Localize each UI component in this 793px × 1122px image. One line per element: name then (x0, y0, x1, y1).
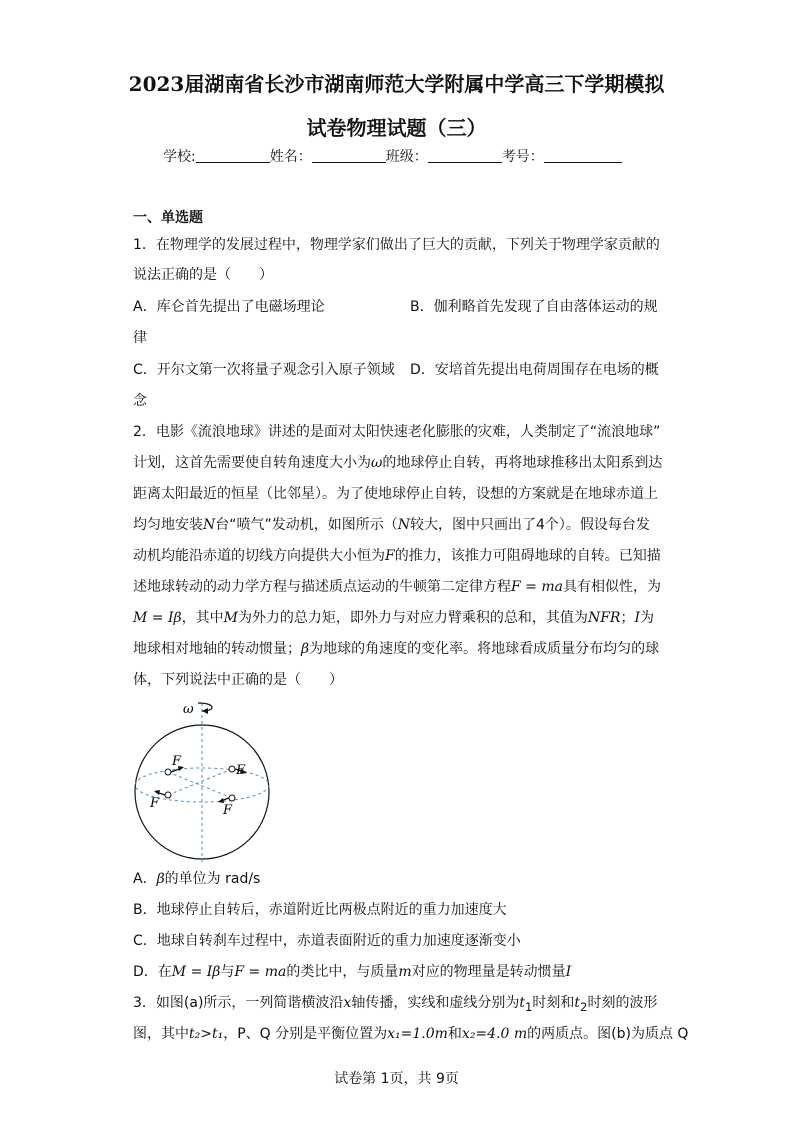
student-info-row (163, 146, 622, 166)
q1-option-a: A．库仑首先提出了电磁场理论 (133, 299, 325, 315)
diagonal-1 (168, 772, 232, 798)
diagonal-2 (168, 769, 232, 795)
exam-title-line2: 试卷物理试题（三） (306, 116, 487, 140)
q2-stem-line4: 均匀地安装N台“喷气”发动机，如图所示（N较大，图中只画出了4个）。假设每台发 (133, 517, 650, 533)
number-label: 考号： (501, 149, 544, 165)
class-blank[interactable] (428, 148, 502, 163)
q2-option-c: C．地球自转刹车过程中，赤道表面附近的重力加速度逐渐变小 (133, 933, 521, 949)
q1-stem-line2: 说法正确的是（ ） (133, 267, 273, 283)
force-label-2: F (236, 763, 246, 778)
omega-label: ω (183, 702, 194, 717)
q1-option-b-cont: 律 (133, 330, 147, 346)
q2-stem-line9: 体，下列说法中正确的是（ ） (133, 672, 343, 688)
engine-dot-4 (229, 795, 235, 801)
q2-stem-line5: 动机均能沿赤道的切线方向提供大小恒为F的推力，该推力可阻碍地球的自转。已知描 (133, 548, 661, 564)
force-label-4: F (223, 803, 233, 818)
engine-dot-1 (165, 769, 171, 775)
force-label-3: F (150, 796, 160, 811)
q2-stem-line8: 地球相对地轴的转动惯量；β为地球的角速度的变化率。将地球看成质量分布均匀的球 (133, 641, 660, 657)
page-footer: 试卷第 1页，共 9页 (334, 1071, 459, 1087)
q2-stem-line1: 2．电影《流浪地球》讲述的是面对太阳快速老化膨胀的灾难，人类制定了“流浪地球” (133, 424, 661, 440)
exam-title-line1: 2023届湖南省长沙市湖南师范大学附属中学高三下学期模拟 (128, 72, 665, 96)
number-blank[interactable] (544, 148, 622, 163)
force-label-1: F (172, 754, 182, 769)
class-label: 班级： (385, 149, 428, 165)
q2-stem-line6: 述地球转动的动力学方程与描述质点运动的牛顿第二定律方程F = ma具有相似性，为 (133, 579, 661, 595)
name-blank[interactable] (312, 148, 386, 163)
name-label: 姓名： (269, 149, 312, 165)
earth-figure (128, 695, 278, 865)
q2-option-a: A．β的单位为 rad/s (133, 871, 261, 887)
q2-option-d: D．在M = Iβ与F = ma的类比中，与质量m对应的物理量是转动惯量I (133, 964, 572, 980)
q2-stem-line7: M = Iβ，其中M为外力的总力矩，即外力与对应力臂乘积的总和，其值为NFR；I为 (133, 610, 654, 626)
q3-stem-line2: 图，其中t₂>t₁，P、Q 分别是平衡位置为x₁=1.0m和x₂=4.0 m的两质点。图(b)为质点 Q (133, 1026, 689, 1042)
q1-option-c: C．开尔文第一次将量子观念引入原子领域 (133, 362, 395, 378)
q1-option-d: D．安培首先提出电荷周围存在电场的概 (410, 362, 659, 378)
q1-stem-line1: 1．在物理学的发展过程中，物理学家们做出了巨大的贡献，下列关于物理学家贡献的 (133, 237, 660, 253)
engine-dot-2 (229, 766, 235, 772)
q3-stem-line1: 3．如图(a)所示，一列简谐横波沿x轴传播，实线和虚线分别为$t_1$时刻和$t_2$时刻的波形 (133, 995, 658, 1014)
q1-option-b: B．伽利略首先发现了自由落体运动的规 (410, 299, 658, 315)
school-label: 学校: (163, 149, 196, 165)
engine-dot-3 (165, 792, 171, 798)
q1-option-d-cont: 念 (133, 393, 147, 409)
q2-stem-line2: 计划，这首先需要使自转角速度大小为ω的地球停止自转，再将地球推移出太阳系到达 (133, 455, 663, 471)
q2-stem-line3: 距离太阳最近的恒星（比邻星）。为了使地球停止自转，设想的方案就是在地球赤道上 (133, 486, 658, 502)
q2-option-b: B．地球停止自转后，赤道附近比两极点附近的重力加速度大 (133, 902, 507, 918)
school-blank[interactable] (196, 148, 270, 163)
section-title: 一、单选题 (133, 210, 203, 226)
